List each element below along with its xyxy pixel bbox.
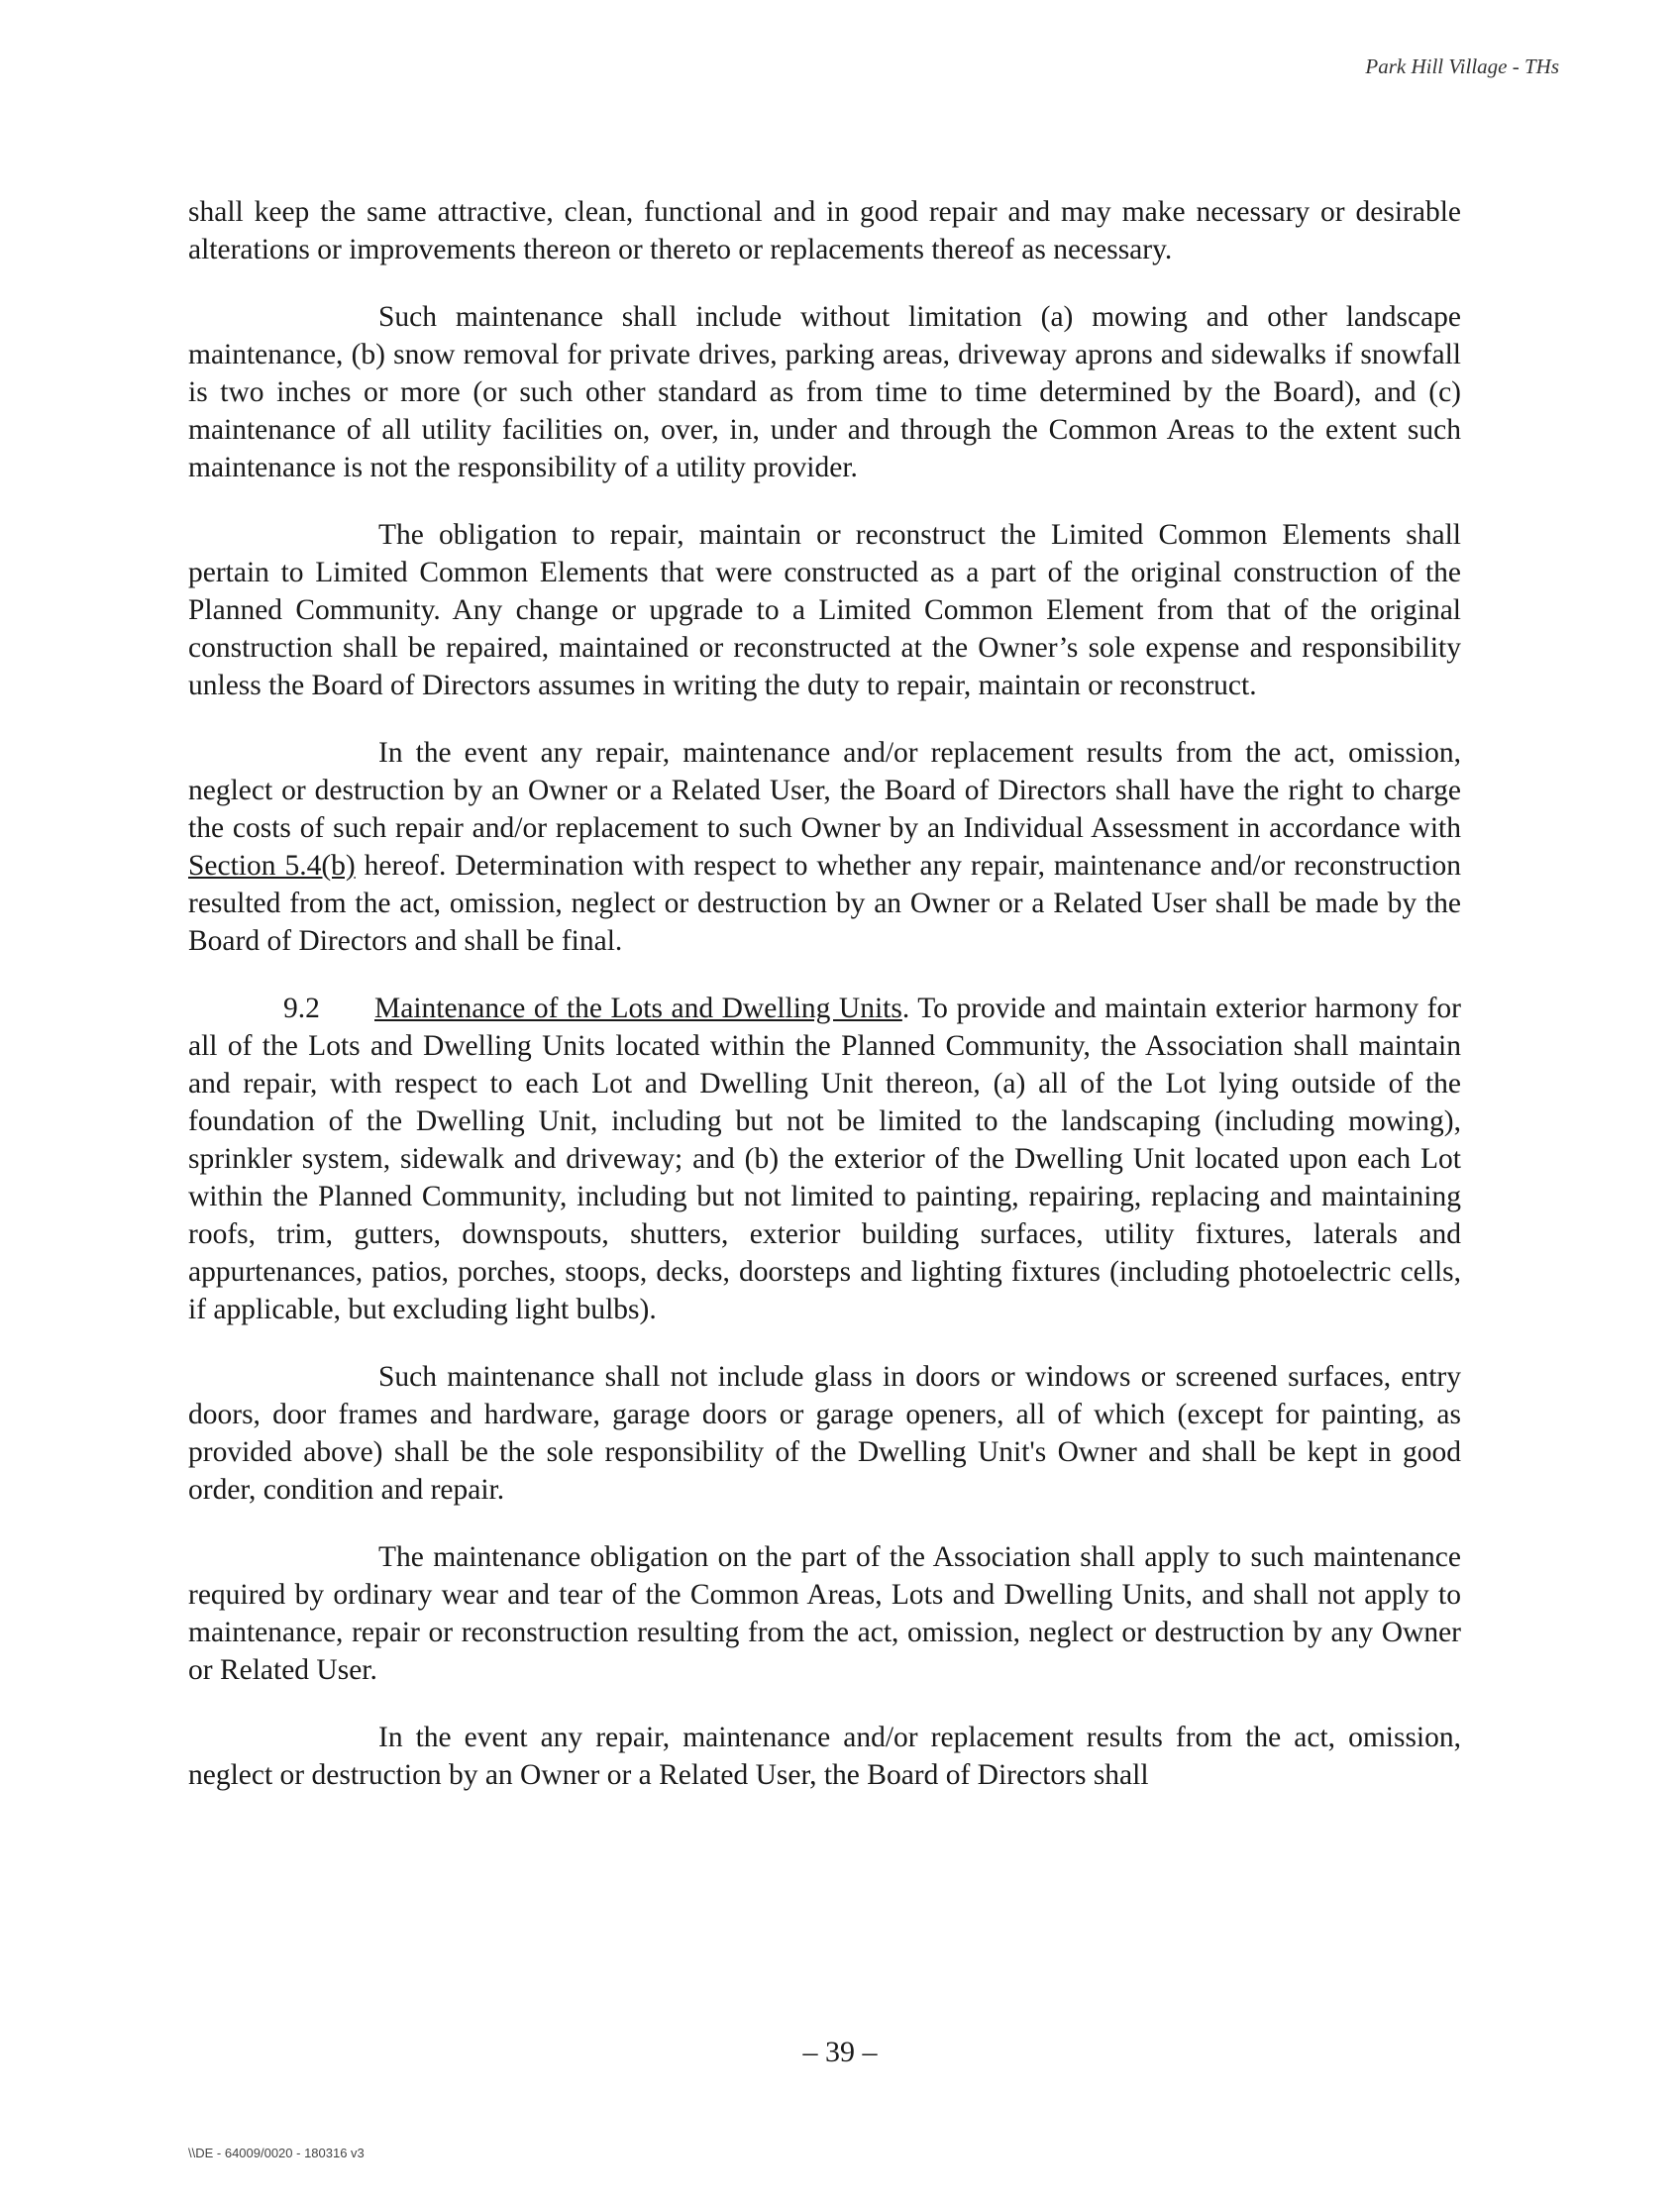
paragraph-limited-common-elements: The obligation to repair, maintain or reconstruct the Limited Common Elements shall pertain to Limited Common Elements that were constructed as a part of the original construction of the Planned Community. Any change or upgrade to a Limited Common Element from that of the original construction shall be repaired, maintained or reconstructed at the Owner’s sole expense and responsibility unless the Board of Directors assumes in writing the duty to repair, maintain or reconstruct. (188, 519, 1461, 701)
document-id: \\DE - 64009/0020 - 180316 v3 (188, 2146, 365, 2160)
running-header: Park Hill Village - THs (1365, 54, 1559, 78)
section-heading: Maintenance of the Lots and Dwelling Units (374, 993, 902, 1024)
paragraph-maintenance-obligation: The maintenance obligation on the part of the Association shall apply to such maintenance required by ordinary wear and tear of the Common Areas, Lots and Dwelling Units, and shall not apply to maintenance, repair or reconstruction resulting from the act, omission, neglect or destruction by any Owner or Related User. (188, 1541, 1461, 1686)
paragraph-owner-damage-continued: In the event any repair, maintenance and/or replacement results from the act, omission, neglect or destruction by an Owner or a Related User, the Board of Directors shall (188, 1722, 1461, 1791)
paragraph-owner-damage-charges (188, 734, 1461, 960)
section-number: 9.2 (283, 993, 320, 1024)
page-number: – 39 – (802, 2036, 878, 2068)
paragraph-continuation: shall keep the same attractive, clean, functional and in good repair and may make necessary or desirable alterations or improvements thereon or thereto or replacements thereof as necessary. (188, 196, 1461, 265)
paragraph-exclusions: Such maintenance shall not include glass in doors or windows or screened surfaces, entry doors, door frames and hardware, garage doors or garage openers, all of which (except for painting, as provided above) shall be the sole responsibility of the Dwelling Unit's Owner and shall be kept in good order, condition and repair. (188, 1361, 1461, 1506)
document-body (188, 193, 1461, 1824)
paragraph-text: hereof. Determination with respect to whether any repair, maintenance and/or reconstruction resulted from the act, omission, neglect or destruction by an Owner or a Related User shall be made by the Board of Directors and shall be final. (188, 850, 1461, 957)
paragraph-text: In the event any repair, maintenance and/or replacement results from the act, omission, neglect or destruction by an Owner or a Related User, the Board of Directors shall have the right to charge the costs of such repair and/or replacement to such Owner by an Individual Assessment in accordance with (188, 737, 1461, 844)
section-9-2 (188, 990, 1461, 1328)
section-body: . To provide and maintain exterior harmony for all of the Lots and Dwelling Units located within the Planned Community, the Association shall maintain and repair, with respect to each Lot and Dwelling Unit thereon, (a) all of the Lot lying outside of the foundation of the Dwelling Unit, including but not be limited to the landscaping (including mowing), sprinkler system, sidewalk and driveway; and (b) the exterior of the Dwelling Unit located upon each Lot within the Planned Community, including but not limited to painting, repairing, replacing and maintaining roofs, trim, gutters, downspouts, shutters, exterior building surfaces, utility fixtures, laterals and appurtenances, patios, porches, stoops, decks, doorsteps and lighting fixtures (including photoelectric cells, if applicable, but excluding light bulbs). (188, 993, 1461, 1325)
section-reference: Section 5.4(b) (188, 850, 356, 882)
paragraph-maintenance-scope: Such maintenance shall include without limitation (a) mowing and other landscape maintenance, (b) snow removal for private drives, parking areas, driveway aprons and sidewalks if snowfall is two inches or more (or such other standard as from time to time determined by the Board), and (c) maintenance of all utility facilities on, over, in, under and through the Common Areas to the extent such maintenance is not the responsibility of a utility provider. (188, 301, 1461, 483)
